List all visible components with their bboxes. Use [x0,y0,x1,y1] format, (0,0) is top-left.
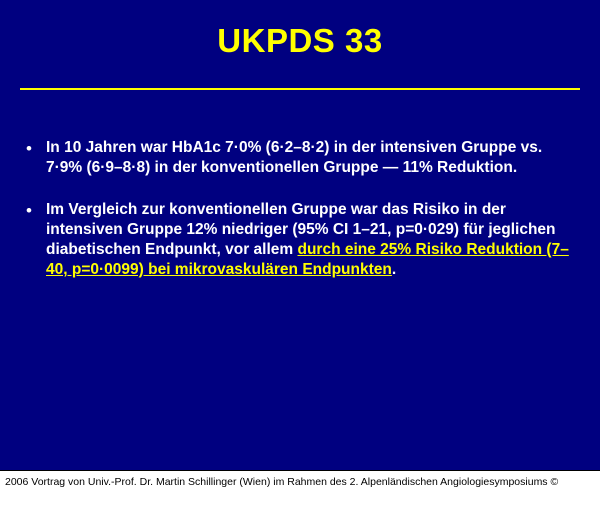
footer-divider [0,470,600,471]
bullet-segment: Im Vergleich zur konventionellen Gruppe war das Risiko in der intensiven Gruppe 12% niedriger (95% CI 1–21, p=0·029) für jeglichen diabetischen Endpunkt, vor allem [46,201,556,258]
bullet-marker: • [26,201,32,220]
list-item [26,138,574,178]
bullet-segment-end: . [391,261,397,278]
bullet-text [46,200,574,280]
title-divider [20,88,580,90]
bullet-marker: • [26,139,32,158]
footer [0,470,600,511]
bullet-segment: In 10 Jahren war HbA1c 7·0% (6·2–8·2) in der intensiven Gruppe vs. 7·9% (6·9–8·8) in der konventionellen Gruppe — 11% Reduktion. [46,139,543,176]
bullet-text [46,138,574,178]
slide-body [26,138,574,302]
page-title: UKPDS 33 [217,22,383,59]
bullet-segment-highlighted: durch eine 25% Risiko Reduktion (7–40, p=0·0099) bei mikrovaskulären Endpunkten [46,241,569,278]
list-item [26,200,574,280]
footer-attribution: 2006 Vortrag von Univ.-Prof. Dr. Martin Schillinger (Wien) im Rahmen des 2. Alpenländischen Angiologiesymposiums © [5,476,559,488]
